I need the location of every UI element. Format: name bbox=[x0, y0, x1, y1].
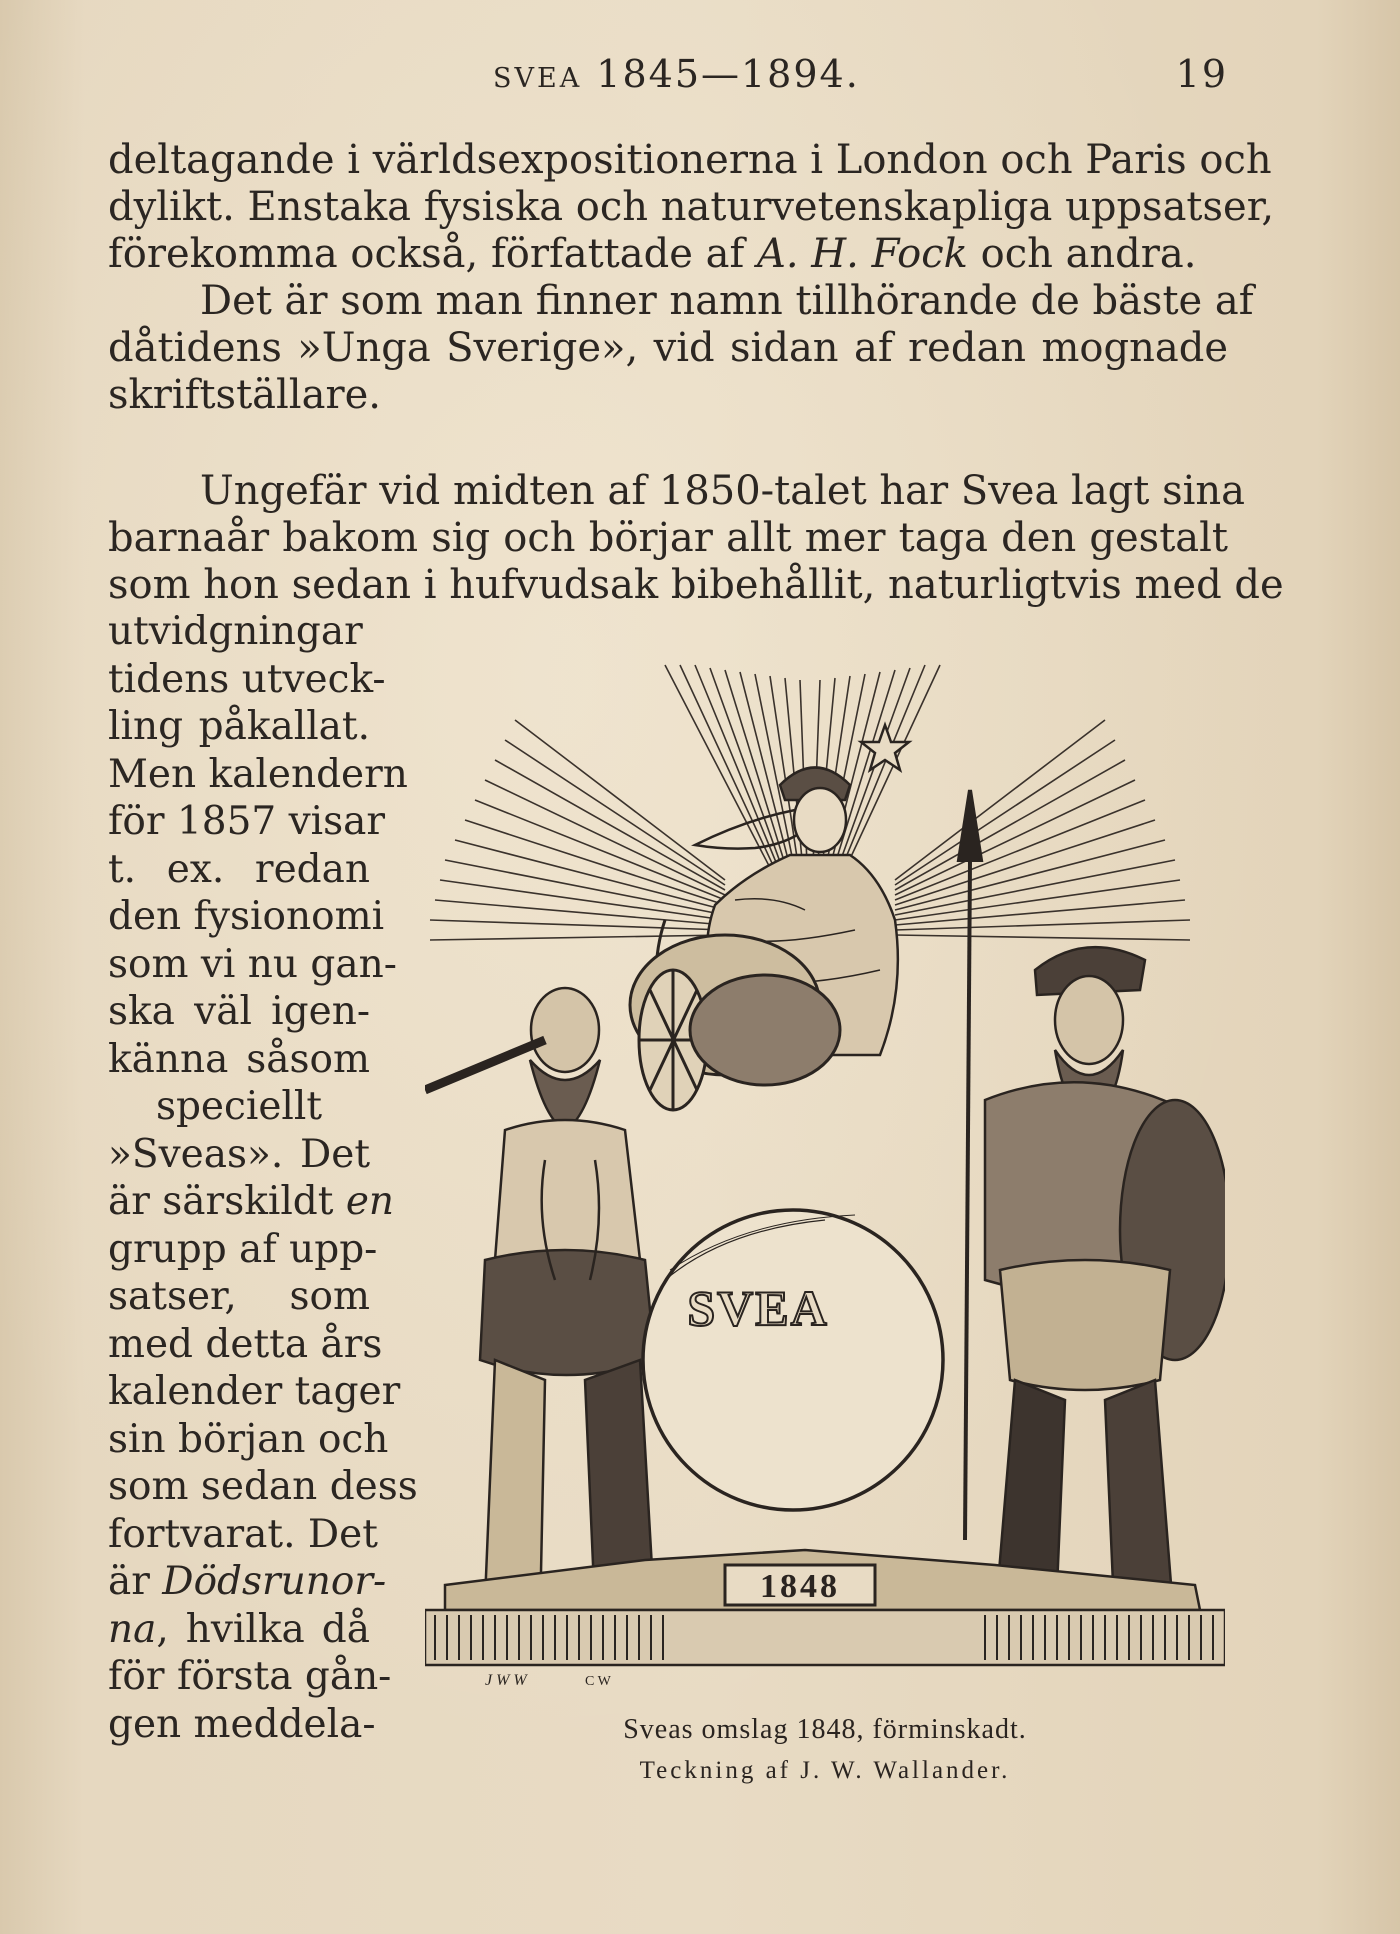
text-line: för första gån- bbox=[108, 1654, 392, 1699]
text-line: som hon sedan i hufvudsak bibehållit, naturligtvis med de bbox=[108, 562, 1284, 608]
text-line: speciellt bbox=[155, 1084, 323, 1129]
plinth-year: 1848 bbox=[760, 1568, 840, 1605]
text-line: skriftställare. bbox=[108, 372, 381, 418]
text-line: deltagande i världsexpositionerna i London och Paris och bbox=[108, 137, 1272, 183]
text-line: utvidgningar bbox=[108, 609, 363, 654]
text-line: ska väl igen- bbox=[108, 989, 370, 1034]
text-line: den fysionomi bbox=[108, 894, 385, 939]
text-line: barnaår bakom sig och börjar allt mer taga den gestalt bbox=[108, 515, 1228, 561]
text-line: kalender tager bbox=[108, 1369, 401, 1414]
page-number: 19 bbox=[1175, 52, 1228, 96]
right-warrior-figure bbox=[985, 947, 1225, 1635]
running-head-years: 1845—1894. bbox=[582, 52, 860, 96]
text-line: gen meddela- bbox=[108, 1701, 376, 1747]
text-line: ling påkallat. bbox=[108, 704, 370, 749]
text-line: för 1857 visar bbox=[108, 799, 386, 844]
text-line: Det är som man finner namn tillhörande de bäste af bbox=[200, 278, 1254, 324]
text-line: »Sveas». Det bbox=[108, 1131, 370, 1177]
paragraph-2 bbox=[108, 468, 1284, 609]
text-line: som sedan dess bbox=[108, 1464, 418, 1509]
text-line: dåtidens »Unga Sverige», vid sidan af redan mognade bbox=[108, 325, 1228, 371]
text-line: Men kalendern bbox=[108, 751, 408, 797]
text-line-with-italic: är Dödsrunor- bbox=[108, 1559, 387, 1604]
text-line: satser, som bbox=[108, 1274, 370, 1319]
text-line: fortvarat. Det bbox=[108, 1511, 378, 1557]
text-line-with-italic: na, hvilka då bbox=[108, 1606, 370, 1652]
svea-cover-illustration bbox=[425, 660, 1225, 1690]
text-line: som vi nu gan- bbox=[108, 941, 397, 987]
paragraph-1 bbox=[108, 137, 1275, 419]
left-warrior-figure bbox=[425, 988, 655, 1620]
figure-caption-line-1: Sveas omslag 1848, förminskadt. bbox=[623, 1714, 1027, 1745]
text-line: tidens utveck- bbox=[108, 656, 386, 702]
text-line: känna såsom bbox=[108, 1036, 370, 1082]
engraver-signature-right: C W bbox=[585, 1674, 611, 1689]
figure-caption-line-2: Teckning af J. W. Wallander. bbox=[639, 1757, 1011, 1784]
text-line: t. ex. redan bbox=[108, 846, 370, 892]
running-head-title: SVEA bbox=[493, 63, 583, 94]
text-line-with-italic: är särskildt en bbox=[108, 1179, 395, 1224]
text-line-with-author: förekomma också, författade af A. H. Fock och andra. bbox=[108, 231, 1197, 277]
running-head bbox=[493, 52, 860, 96]
text-line: sin början och bbox=[108, 1416, 389, 1462]
text-line: med detta års bbox=[108, 1321, 383, 1367]
text-line: dylikt. Enstaka fysiska och naturvetenskapliga uppsatser, bbox=[108, 184, 1275, 230]
globe bbox=[643, 1210, 943, 1510]
page-header bbox=[108, 52, 1228, 102]
text-line: grupp af upp- bbox=[108, 1226, 378, 1272]
globe-label: SVEA bbox=[687, 1280, 829, 1336]
wrapped-column-text bbox=[108, 608, 418, 1748]
text-line: Ungefär vid midten af 1850-talet har Svea lagt sina bbox=[200, 468, 1245, 514]
engraver-signature-left: J W W bbox=[485, 1672, 527, 1689]
